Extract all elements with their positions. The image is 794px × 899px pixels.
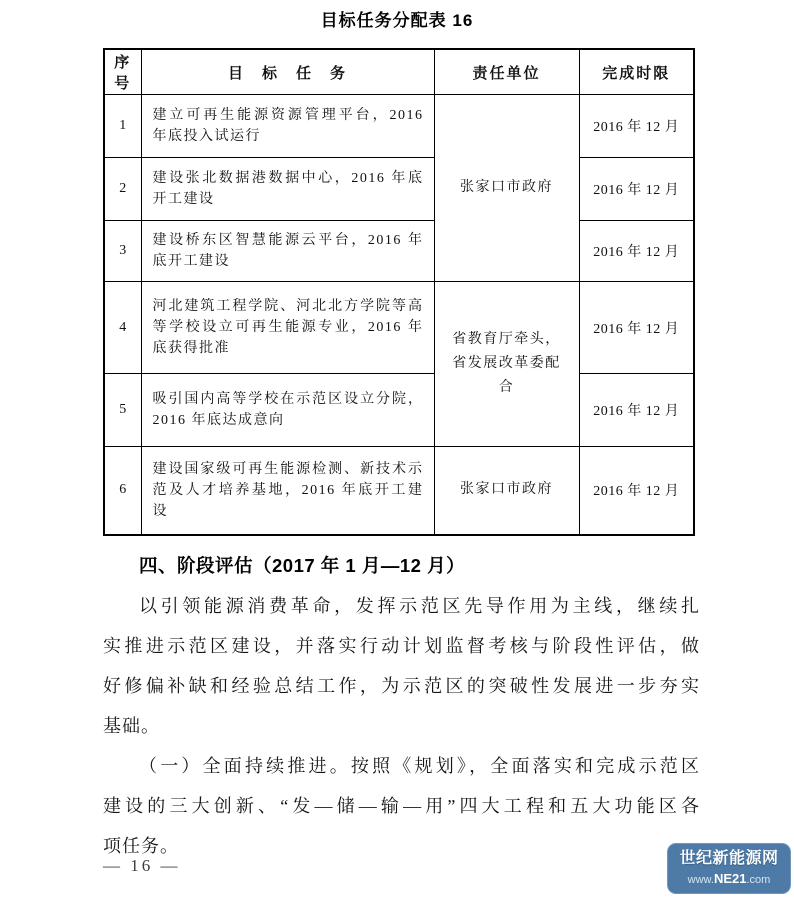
watermark-url-brand: NE21 [713, 871, 747, 886]
watermark-url-prefix: www. [687, 874, 714, 886]
table-row [104, 158, 694, 221]
task-text: 建设张北数据港数据中心，2016 年底开工建设 [141, 158, 434, 221]
task-text: 建设桥东区智慧能源云平台，2016 年底开工建设 [141, 221, 434, 282]
row-number: 3 [104, 221, 141, 282]
column-header-task: 目 标 任 务 [141, 49, 434, 95]
row-number: 6 [104, 447, 141, 535]
body-text [103, 546, 700, 866]
paragraph-line: 好修偏补缺和经验总结工作，为示范区的突破性发展进一步夯实 [103, 676, 700, 696]
responsible-unit: 张家口市政府 [434, 95, 579, 282]
watermark-site-name: 世纪新能源网 [679, 850, 779, 867]
row-number: 4 [104, 282, 141, 374]
task-text: 建设国家级可再生能源检测、新技术示范及人才培养基地，2016 年底开工建设 [141, 447, 434, 535]
deadline: 2016 年 12 月 [579, 447, 694, 535]
table-row [104, 447, 694, 535]
site-watermark-badge [667, 843, 791, 894]
table-row [104, 95, 694, 158]
paragraph-line: （一）全面持续推进。按照《规划》，全面落实和完成示范区 [139, 756, 700, 776]
watermark-site-url [668, 871, 790, 888]
task-text: 建立可再生能源资源管理平台，2016 年底投入试运行 [141, 95, 434, 158]
row-number: 2 [104, 158, 141, 221]
table-row [104, 282, 694, 374]
responsible-unit: 张家口市政府 [434, 447, 579, 535]
task-text: 河北建筑工程学院、河北北方学院等高等学校设立可再生能源专业，2016 年底获得批准 [141, 282, 434, 374]
deadline: 2016 年 12 月 [579, 374, 694, 447]
table-row [104, 221, 694, 282]
column-header-deadline: 完成时限 [579, 49, 694, 95]
table-header-row [104, 49, 694, 95]
deadline: 2016 年 12 月 [579, 282, 694, 374]
section-heading: 四、阶段评估（2017 年 1 月—12 月） [139, 555, 466, 576]
page-title: 目标任务分配表 16 [320, 11, 474, 30]
paragraph-line: 项任务。 [103, 836, 179, 856]
paragraph-line: 基础。 [103, 716, 160, 736]
deadline: 2016 年 12 月 [579, 221, 694, 282]
deadline: 2016 年 12 月 [579, 95, 694, 158]
task-text: 吸引国内高等学校在示范区设立分院，2016 年底达成意向 [141, 374, 434, 447]
paragraph-line: 建设的三大创新、“发—储—输—用”四大工程和五大功能区各 [103, 796, 700, 816]
page-number: — 16 — [103, 856, 181, 875]
column-header-no: 序号 [104, 49, 141, 95]
paragraph-line: 以引领能源消费革命，发挥示范区先导作用为主线，继续扎 [139, 596, 700, 616]
paragraph-line: 实推进示范区建设，并落实行动计划监督考核与阶段性评估，做 [103, 636, 700, 656]
responsible-unit: 省教育厅牵头，省发展改革委配合 [434, 282, 579, 447]
row-number: 1 [104, 95, 141, 158]
deadline: 2016 年 12 月 [579, 158, 694, 221]
row-number: 5 [104, 374, 141, 447]
watermark-url-suffix: .com [746, 874, 771, 886]
column-header-unit: 责任单位 [434, 49, 579, 95]
task-allocation-table [103, 48, 695, 536]
table-row [104, 374, 694, 447]
